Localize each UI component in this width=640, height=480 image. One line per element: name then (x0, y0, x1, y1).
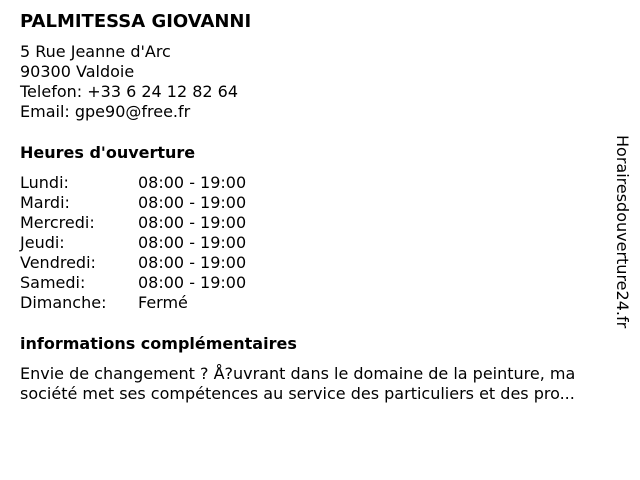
hours-row-saturday (20, 273, 610, 293)
hours-time: 08:00 - 19:00 (138, 193, 247, 212)
hours-row-sunday (20, 293, 610, 313)
info-description-line: société met ses compétences au service des particuliers et des pro... (20, 384, 575, 403)
info-heading: informations complémentaires (20, 334, 297, 353)
hours-day: Jeudi: (20, 233, 65, 252)
hours-day: Mercredi: (20, 213, 95, 232)
email-text: Email: gpe90@free.fr (20, 102, 191, 121)
business-card (20, 10, 610, 404)
hours-row-monday (20, 173, 610, 193)
info-description (20, 364, 625, 404)
hours-time: 08:00 - 19:00 (138, 173, 247, 192)
hours-day: Mardi: (20, 193, 70, 212)
phone-text: Telefon: +33 6 24 12 82 64 (20, 82, 239, 101)
hours-time: 08:00 - 19:00 (138, 273, 247, 292)
hours-time: Fermé (138, 293, 188, 312)
hours-table (20, 173, 610, 313)
hours-row-wednesday (20, 213, 610, 233)
hours-day: Samedi: (20, 273, 86, 292)
info-description-line: Envie de changement ? Å?uvrant dans le domaine de la peinture, ma (20, 364, 576, 383)
address-street: 5 Rue Jeanne d'Arc (20, 42, 171, 61)
hours-time: 08:00 - 19:00 (138, 213, 247, 232)
hours-day: Dimanche: (20, 293, 107, 312)
hours-time: 08:00 - 19:00 (138, 233, 247, 252)
hours-day: Vendredi: (20, 253, 96, 272)
address-city: 90300 Valdoie (20, 62, 135, 81)
hours-heading: Heures d'ouverture (20, 143, 196, 162)
business-name: PALMITESSA GIOVANNI (20, 11, 252, 32)
hours-row-friday (20, 253, 610, 273)
hours-row-thursday (20, 233, 610, 253)
site-brand-vertical: Horairesdouverture24.fr (613, 135, 632, 329)
hours-day: Lundi: (20, 173, 69, 192)
hours-time: 08:00 - 19:00 (138, 253, 247, 272)
hours-row-tuesday (20, 193, 610, 213)
